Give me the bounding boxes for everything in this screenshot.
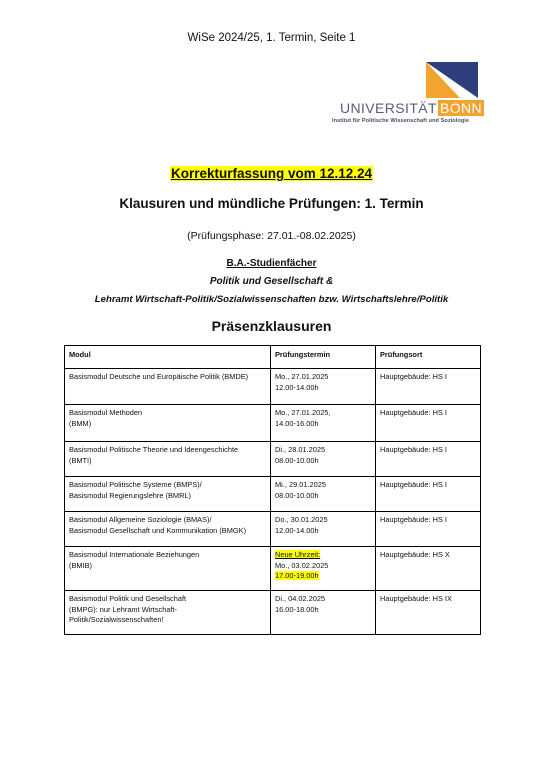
cell-date: Mi., 29.01.2025 08.00-10.00h <box>271 477 376 512</box>
cell-place: Hauptgebäude: HS IX <box>376 591 481 635</box>
exam-phase: (Prüfungsphase: 27.01.-08.02.2025) <box>187 230 356 242</box>
new-time-notice: Neue Uhrzeit: <box>275 550 321 559</box>
header-pruefungstermin: Prüfungstermin <box>271 346 376 369</box>
cell-place: Hauptgebäude: HS I <box>376 512 481 547</box>
table-row <box>65 369 481 405</box>
cell-modul: Basismodul Deutsche und Europäische Politik (BMDE) <box>65 369 271 405</box>
correction-notice-text: Korrekturfassung vom 12.12.24 <box>170 166 373 181</box>
cell-modul: Basismodul Allgemeine Soziologie (BMAS)/ Basismodul Gesellschaft und Kommunikation (BMGK) <box>65 512 271 547</box>
cell-date: Do., 30.01.2025 12.00-14.00h <box>271 512 376 547</box>
table-header-row <box>65 346 481 369</box>
section-title: Präsenzklausuren <box>211 318 332 334</box>
document-title: Klausuren und mündliche Prüfungen: 1. Termin <box>119 196 424 211</box>
logo-emblem-icon <box>426 62 478 98</box>
cell-date: Neue Uhrzeit: Mo., 03.02.2025 17.00-19.00h <box>271 547 376 591</box>
correction-notice <box>0 165 543 183</box>
exam-table <box>64 345 481 635</box>
cell-modul: Basismodul Methoden (BMM) <box>65 405 271 442</box>
cell-place: Hauptgebäude: HS I <box>376 477 481 512</box>
cell-place: Hauptgebäude: HS X <box>376 547 481 591</box>
table-row <box>65 442 481 477</box>
header-modul: Modul <box>65 346 271 369</box>
logo-subtitle: Institut für Politische Wissenschaft und Soziologie <box>332 118 470 124</box>
cell-place: Hauptgebäude: HS I <box>376 369 481 405</box>
university-logo <box>332 62 482 130</box>
logo-word-universitaet: UNIVERSITÄT <box>340 100 437 116</box>
cell-modul: Basismodul Politische Theorie und Ideengeschichte (BMTI) <box>65 442 271 477</box>
table-row <box>65 405 481 442</box>
programs-line-2: Lehramt Wirtschaft-Politik/Sozialwissenschaften bzw. Wirtschaftslehre/Politik <box>94 294 449 305</box>
cell-date: Mo., 27.01.2025 12.00-14.00h <box>271 369 376 405</box>
cell-date: Di., 28.01.2025 08.00-10.00h <box>271 442 376 477</box>
page-header: WiSe 2024/25, 1. Termin, Seite 1 <box>187 32 356 44</box>
cell-modul: Basismodul Politik und Gesellschaft (BMPG): nur Lehramt Wirtschaft- Politik/Sozialwissenschaften! <box>65 591 271 635</box>
table-row <box>65 591 481 635</box>
logo-wordmark <box>340 100 484 116</box>
cell-date: Di., 04.02.2025 16.00-18.00h <box>271 591 376 635</box>
cell-date: Mo., 27.01.2025, 14.00-16.00h <box>271 405 376 442</box>
cell-modul: Basismodul Internationale Beziehungen (BMIB) <box>65 547 271 591</box>
cell-place: Hauptgebäude: HS I <box>376 405 481 442</box>
header-pruefungsort: Prüfungsort <box>376 346 481 369</box>
table-row <box>65 547 481 591</box>
cell-place: Hauptgebäude: HS I <box>376 442 481 477</box>
logo-word-bonn: BONN <box>439 100 483 116</box>
table-row <box>65 512 481 547</box>
programs-heading: B.A.-Studienfächer <box>226 258 317 269</box>
cell-modul: Basismodul Politische Systeme (BMPS)/ Basismodul Regierungslehre (BMRL) <box>65 477 271 512</box>
table-row <box>65 477 481 512</box>
programs-line-1: Politik und Gesellschaft & <box>209 276 334 287</box>
new-time-value: 17.00-19.00h <box>275 571 319 580</box>
